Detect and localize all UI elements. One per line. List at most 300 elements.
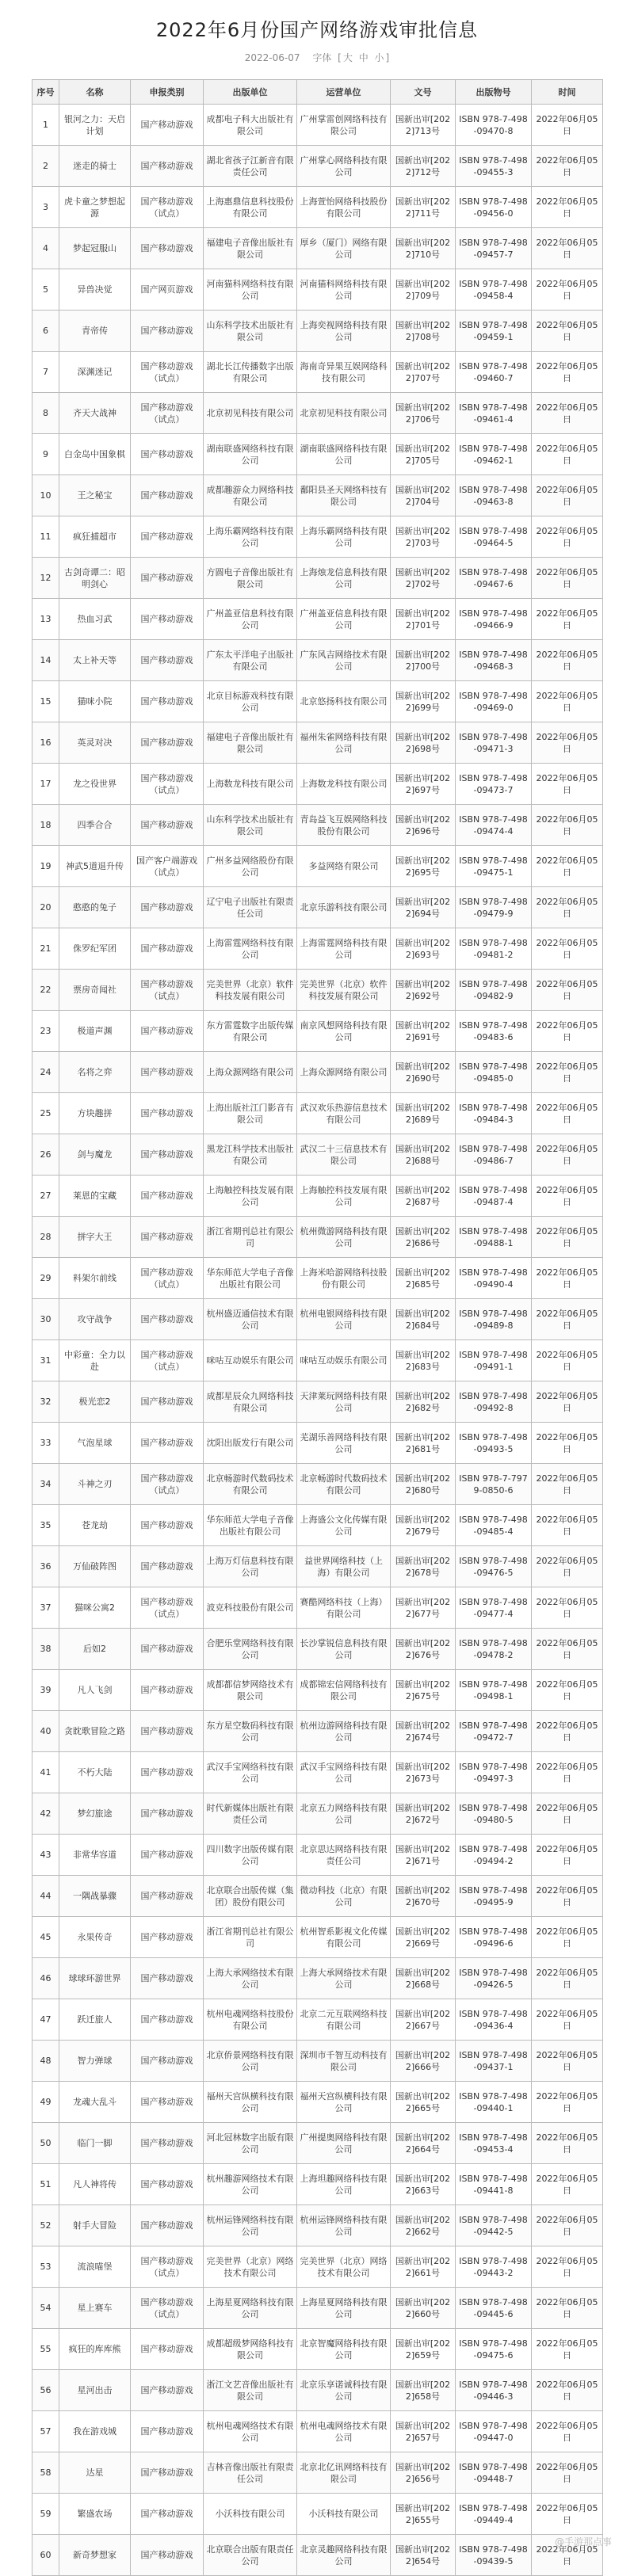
row-index-cell: 38 — [32, 1629, 59, 1670]
publisher-cell: 杭州电魂网络技术有限公司 — [204, 2411, 297, 2452]
isbn-cell: ISBN 978-7-498-09481-2 — [456, 928, 532, 970]
isbn-cell: ISBN 978-7-498-09483-6 — [456, 1011, 532, 1052]
operator-cell: 杭州边游网络科技有限公司 — [297, 1711, 391, 1752]
table-row — [32, 146, 603, 187]
approval-date-cell: 2022年06月05日 — [532, 2411, 603, 2452]
category-cell: 国产移动游戏 — [131, 2123, 204, 2164]
row-index-cell: 35 — [32, 1505, 59, 1546]
game-name-cell: 我在游戏城 — [59, 2411, 131, 2452]
game-name-cell: 贪眈歌冒险之路 — [59, 1711, 131, 1752]
isbn-cell: ISBN 978-7-498-09439-5 — [456, 2535, 532, 2576]
row-index-cell: 15 — [32, 681, 59, 722]
category-cell: 国产移动游戏 — [131, 1011, 204, 1052]
approval-number-cell: 国新出审[2022]711号 — [391, 187, 456, 228]
approval-number-cell: 国新出审[2022]694号 — [391, 887, 456, 928]
approval-number-cell: 国新出审[2022]675号 — [391, 1670, 456, 1711]
approval-date-cell: 2022年06月05日 — [532, 1217, 603, 1258]
approval-date-cell: 2022年06月05日 — [532, 105, 603, 146]
publisher-cell: 杭州盛迈通信技术有限公司 — [204, 1299, 297, 1340]
approval-number-cell: 国新出审[2022]696号 — [391, 805, 456, 846]
game-name-cell: 票房奇闻社 — [59, 970, 131, 1011]
table-row — [32, 1011, 603, 1052]
isbn-cell: ISBN 978-7-498-09462-1 — [456, 434, 532, 475]
publisher-cell: 浙江省期刊总社有限公司 — [204, 1917, 297, 1958]
table-row — [32, 928, 603, 970]
row-index-cell: 51 — [32, 2164, 59, 2205]
game-name-cell: 深渊迷记 — [59, 352, 131, 393]
game-name-cell: 梦幻旅途 — [59, 1793, 131, 1835]
table-row — [32, 1546, 603, 1587]
approval-date-cell: 2022年06月05日 — [532, 352, 603, 393]
category-cell: 国产移动游戏（试点） — [131, 393, 204, 434]
font-size-medium-link[interactable]: 中 — [358, 52, 369, 63]
table-row — [32, 1917, 603, 1958]
row-index-cell: 25 — [32, 1093, 59, 1134]
category-cell: 国产移动游戏 — [131, 105, 204, 146]
category-cell: 国产移动游戏 — [131, 1217, 204, 1258]
approval-date-cell: 2022年06月05日 — [532, 1299, 603, 1340]
game-name-cell: 猫咪小院 — [59, 681, 131, 722]
game-name-cell: 后如2 — [59, 1629, 131, 1670]
table-row — [32, 475, 603, 516]
game-name-cell: 太上补天等 — [59, 640, 131, 681]
approval-date-cell: 2022年06月05日 — [532, 1423, 603, 1464]
row-index-cell: 26 — [32, 1134, 59, 1176]
game-name-cell: 极光恋2 — [59, 1381, 131, 1423]
row-index-cell: 29 — [32, 1258, 59, 1299]
approval-table — [32, 79, 603, 2576]
row-index-cell: 42 — [32, 1793, 59, 1835]
category-cell: 国产网页游戏 — [131, 269, 204, 311]
approval-number-cell: 国新出审[2022]698号 — [391, 722, 456, 764]
isbn-cell: ISBN 978-7-498-09487-4 — [456, 1176, 532, 1217]
game-name-cell: 龙之役世界 — [59, 764, 131, 805]
operator-cell: 杭州微游网络科技有限公司 — [297, 1217, 391, 1258]
publisher-cell: 上海数龙科技有限公司 — [204, 764, 297, 805]
table-row — [32, 352, 603, 393]
publisher-cell: 黑龙江科学技术出版社有限公司 — [204, 1134, 297, 1176]
game-name-cell: 非常华容道 — [59, 1835, 131, 1876]
approval-number-cell: 国新出审[2022]658号 — [391, 2370, 456, 2411]
isbn-cell: ISBN 978-7-498-09471-3 — [456, 722, 532, 764]
isbn-cell: ISBN 978-7-498-09469-0 — [456, 681, 532, 722]
category-cell: 国产移动游戏 — [131, 2205, 204, 2246]
publisher-cell: 浙江文艺音像出版社有限公司 — [204, 2370, 297, 2411]
operator-cell: 北京灵趣网络科技有限公司 — [297, 2535, 391, 2576]
approval-date-cell: 2022年06月05日 — [532, 1381, 603, 1423]
operator-cell: 北京北亿讯网络科技有限公司 — [297, 2452, 391, 2494]
approval-date-cell: 2022年06月05日 — [532, 1958, 603, 1999]
row-index-cell: 56 — [32, 2370, 59, 2411]
publisher-cell: 东方雷霆数字出版传媒有限公司 — [204, 1011, 297, 1052]
operator-cell: 上海众源网络有限公司 — [297, 1052, 391, 1093]
approval-number-cell: 国新出审[2022]678号 — [391, 1546, 456, 1587]
row-index-cell: 6 — [32, 311, 59, 352]
table-row — [32, 2164, 603, 2205]
category-cell: 国产移动游戏 — [131, 2164, 204, 2205]
row-index-cell: 5 — [32, 269, 59, 311]
category-cell: 国产移动游戏 — [131, 1752, 204, 1793]
table-row — [32, 1999, 603, 2041]
table-row — [32, 1299, 603, 1340]
operator-cell: 长沙掌锐信息科技有限公司 — [297, 1629, 391, 1670]
approval-number-cell: 国新出审[2022]664号 — [391, 2123, 456, 2164]
operator-cell: 芜湖乐善网络科技有限公司 — [297, 1423, 391, 1464]
row-index-cell: 33 — [32, 1423, 59, 1464]
category-cell: 国产移动游戏 — [131, 1299, 204, 1340]
publisher-cell: 河北冠林数字出版有限公司 — [204, 2123, 297, 2164]
table-row — [32, 1835, 603, 1876]
table-row — [32, 887, 603, 928]
operator-cell: 深圳市千智互动科技有限公司 — [297, 2041, 391, 2082]
operator-cell: 赛酷网络科技（上海）有限公司 — [297, 1587, 391, 1629]
category-cell: 国产移动游戏（试点） — [131, 764, 204, 805]
game-name-cell: 万仙破阵图 — [59, 1546, 131, 1587]
game-name-cell: 不朽大陆 — [59, 1752, 131, 1793]
game-name-cell: 星上赛车 — [59, 2288, 131, 2329]
row-index-cell: 54 — [32, 2288, 59, 2329]
approval-number-cell: 国新出审[2022]707号 — [391, 352, 456, 393]
isbn-cell: ISBN 978-7-498-09480-5 — [456, 1793, 532, 1835]
table-row — [32, 434, 603, 475]
category-cell: 国产移动游戏 — [131, 1835, 204, 1876]
header-category: 申报类别 — [131, 80, 204, 105]
approval-number-cell: 国新出审[2022]656号 — [391, 2452, 456, 2494]
approval-number-cell: 国新出审[2022]685号 — [391, 1258, 456, 1299]
table-row — [32, 2288, 603, 2329]
approval-date-cell: 2022年06月05日 — [532, 1134, 603, 1176]
game-name-cell: 射手大冒险 — [59, 2205, 131, 2246]
category-cell: 国产移动游戏 — [131, 2041, 204, 2082]
game-name-cell: 英灵对决 — [59, 722, 131, 764]
approval-number-cell: 国新出审[2022]681号 — [391, 1423, 456, 1464]
approval-number-cell: 国新出审[2022]668号 — [391, 1958, 456, 1999]
operator-cell: 福州朱雀网络科技有限公司 — [297, 722, 391, 764]
header-index: 序号 — [32, 80, 59, 105]
operator-cell: 北京思达网络科技有限责任公司 — [297, 1835, 391, 1876]
operator-cell: 完美世界（北京）软件科技发展有限公司 — [297, 970, 391, 1011]
row-index-cell: 45 — [32, 1917, 59, 1958]
isbn-cell: ISBN 978-7-498-09449-4 — [456, 2494, 532, 2535]
publisher-cell: 上海触控科技发展有限公司 — [204, 1176, 297, 1217]
row-index-cell: 31 — [32, 1340, 59, 1381]
game-name-cell: 憨憨的兔子 — [59, 887, 131, 928]
font-size-label: 字体 — [312, 52, 332, 63]
row-index-cell: 47 — [32, 1999, 59, 2041]
publisher-cell: 成都超级梦网络科技有限公司 — [204, 2329, 297, 2370]
table-row — [32, 269, 603, 311]
row-index-cell: 3 — [32, 187, 59, 228]
approval-number-cell: 国新出审[2022]701号 — [391, 599, 456, 640]
row-index-cell: 46 — [32, 1958, 59, 1999]
table-row — [32, 764, 603, 805]
operator-cell: 上海盛公文化传媒有限公司 — [297, 1505, 391, 1546]
approval-number-cell: 国新出审[2022]702号 — [391, 558, 456, 599]
article-meta — [0, 51, 634, 64]
row-index-cell: 50 — [32, 2123, 59, 2164]
publisher-cell: 湖南联盛网络科技有限公司 — [204, 434, 297, 475]
table-row — [32, 2205, 603, 2246]
publisher-cell: 东方星空数码科技有限公司 — [204, 1711, 297, 1752]
row-index-cell: 24 — [32, 1052, 59, 1093]
operator-cell: 益世界网络科技（上海）有限公司 — [297, 1546, 391, 1587]
publisher-cell: 北京畅游时代数码技术有限公司 — [204, 1464, 297, 1505]
publisher-cell: 上海惠鼎信息科技股份有限公司 — [204, 187, 297, 228]
isbn-cell: ISBN 978-7-498-09461-4 — [456, 393, 532, 434]
table-row — [32, 558, 603, 599]
approval-date-cell: 2022年06月05日 — [532, 2041, 603, 2082]
table-row — [32, 681, 603, 722]
isbn-cell: ISBN 978-7-498-09490-4 — [456, 1258, 532, 1299]
isbn-cell: ISBN 978-7-498-09456-0 — [456, 187, 532, 228]
operator-cell: 广东风吉网络技术有限公司 — [297, 640, 391, 681]
row-index-cell: 27 — [32, 1176, 59, 1217]
operator-cell: 北京初见科技有限公司 — [297, 393, 391, 434]
isbn-cell: ISBN 978-7-498-09479-9 — [456, 887, 532, 928]
row-index-cell: 39 — [32, 1670, 59, 1711]
category-cell: 国产移动游戏（试点） — [131, 1340, 204, 1381]
table-row — [32, 599, 603, 640]
approval-date-cell: 2022年06月05日 — [532, 434, 603, 475]
publish-date: 2022-06-07 — [244, 52, 300, 63]
publisher-cell: 广州多益网络股份有限公司 — [204, 846, 297, 887]
isbn-cell: ISBN 978-7-498-09448-7 — [456, 2452, 532, 2494]
approval-number-cell: 国新出审[2022]693号 — [391, 928, 456, 970]
isbn-cell: ISBN 978-7-498-09453-4 — [456, 2123, 532, 2164]
operator-cell: 广州掌雷创网络科技有限公司 — [297, 105, 391, 146]
operator-cell: 杭州运锋网络科技有限公司 — [297, 2205, 391, 2246]
approval-number-cell: 国新出审[2022]705号 — [391, 434, 456, 475]
row-index-cell: 11 — [32, 516, 59, 558]
isbn-cell: ISBN 978-7-498-09498-1 — [456, 1670, 532, 1711]
operator-cell: 上海触控科技发展有限公司 — [297, 1176, 391, 1217]
table-row — [32, 1464, 603, 1505]
publisher-cell: 山东科学技术出版社有限公司 — [204, 805, 297, 846]
category-cell: 国产移动游戏 — [131, 434, 204, 475]
table-row — [32, 516, 603, 558]
row-index-cell: 2 — [32, 146, 59, 187]
category-cell: 国产移动游戏 — [131, 228, 204, 269]
row-index-cell: 34 — [32, 1464, 59, 1505]
game-name-cell: 苍龙劫 — [59, 1505, 131, 1546]
approval-date-cell: 2022年06月05日 — [532, 228, 603, 269]
isbn-cell: ISBN 978-7-7979-0850-6 — [456, 1464, 532, 1505]
row-index-cell: 8 — [32, 393, 59, 434]
game-name-cell: 新奇梦想家 — [59, 2535, 131, 2576]
publisher-cell: 沈阳出版发行有限公司 — [204, 1423, 297, 1464]
approval-date-cell: 2022年06月05日 — [532, 2246, 603, 2288]
approval-number-cell: 国新出审[2022]703号 — [391, 516, 456, 558]
operator-cell: 湖南联盛网络科技有限公司 — [297, 434, 391, 475]
approval-number-cell: 国新出审[2022]709号 — [391, 269, 456, 311]
game-name-cell: 猫咪公寓2 — [59, 1587, 131, 1629]
isbn-cell: ISBN 978-7-498-09460-7 — [456, 352, 532, 393]
approval-number-cell: 国新出审[2022]659号 — [391, 2329, 456, 2370]
category-cell: 国产客户端游戏（试点） — [131, 846, 204, 887]
game-name-cell: 虎卡童之梦想起源 — [59, 187, 131, 228]
approval-number-cell: 国新出审[2022]695号 — [391, 846, 456, 887]
table-row — [32, 1958, 603, 1999]
operator-cell: 武汉欢乐热游信息技术有限公司 — [297, 1093, 391, 1134]
approval-number-cell: 国新出审[2022]662号 — [391, 2205, 456, 2246]
row-index-cell: 19 — [32, 846, 59, 887]
publisher-cell: 吉林音像出版社有限责任公司 — [204, 2452, 297, 2494]
category-cell: 国产移动游戏 — [131, 1793, 204, 1835]
approval-number-cell: 国新出审[2022]684号 — [391, 1299, 456, 1340]
approval-number-cell: 国新出审[2022]657号 — [391, 2411, 456, 2452]
isbn-cell: ISBN 978-7-498-09426-5 — [456, 1958, 532, 1999]
operator-cell: 海南奇异果互娱网络科技有限公司 — [297, 352, 391, 393]
approval-date-cell: 2022年06月05日 — [532, 599, 603, 640]
row-index-cell: 12 — [32, 558, 59, 599]
category-cell: 国产移动游戏 — [131, 2082, 204, 2123]
publisher-cell: 杭州运锋网络科技有限公司 — [204, 2205, 297, 2246]
publisher-cell: 河南猫科网络科技有限公司 — [204, 269, 297, 311]
publisher-cell: 福建电子音像出版社有限公司 — [204, 228, 297, 269]
publisher-cell: 浙江省期刊总社有限公司 — [204, 1217, 297, 1258]
approval-date-cell: 2022年06月05日 — [532, 311, 603, 352]
isbn-cell: ISBN 978-7-498-09491-1 — [456, 1340, 532, 1381]
game-name-cell: 梦起冠服山 — [59, 228, 131, 269]
operator-cell: 上海数龙科技有限公司 — [297, 764, 391, 805]
approval-number-cell: 国新出审[2022]667号 — [391, 1999, 456, 2041]
game-name-cell: 斗神之刃 — [59, 1464, 131, 1505]
table-header-row — [32, 80, 603, 105]
isbn-cell: ISBN 978-7-498-09475-6 — [456, 2329, 532, 2370]
operator-cell: 广州提奥网络科技有限公司 — [297, 2123, 391, 2164]
category-cell: 国产移动游戏 — [131, 1052, 204, 1093]
publisher-cell: 时代新媒体出版社有限责任公司 — [204, 1793, 297, 1835]
approval-date-cell: 2022年06月05日 — [532, 681, 603, 722]
table-row — [32, 805, 603, 846]
row-index-cell: 59 — [32, 2494, 59, 2535]
approval-number-cell: 国新出审[2022]690号 — [391, 1052, 456, 1093]
approval-date-cell: 2022年06月05日 — [532, 2452, 603, 2494]
approval-number-cell: 国新出审[2022]706号 — [391, 393, 456, 434]
operator-cell: 咪咕互动娱乐有限公司 — [297, 1340, 391, 1381]
row-index-cell: 17 — [32, 764, 59, 805]
approval-number-cell: 国新出审[2022]712号 — [391, 146, 456, 187]
publisher-cell: 上海雷霆网络科技有限公司 — [204, 928, 297, 970]
category-cell: 国产移动游戏 — [131, 1505, 204, 1546]
table-row — [32, 2246, 603, 2288]
game-name-cell: 异兽决觉 — [59, 269, 131, 311]
table-row — [32, 2041, 603, 2082]
font-size-small-link[interactable]: 小 — [374, 52, 384, 63]
row-index-cell: 52 — [32, 2205, 59, 2246]
table-row — [32, 846, 603, 887]
approval-number-cell: 国新出审[2022]666号 — [391, 2041, 456, 2082]
table-row — [32, 1176, 603, 1217]
approval-date-cell: 2022年06月05日 — [532, 1464, 603, 1505]
publisher-cell: 湖北省孩子江新音有限责任公司 — [204, 146, 297, 187]
row-index-cell: 58 — [32, 2452, 59, 2494]
approval-date-cell: 2022年06月05日 — [532, 1670, 603, 1711]
row-index-cell: 37 — [32, 1587, 59, 1629]
table-row — [32, 1670, 603, 1711]
category-cell: 国产移动游戏 — [131, 1134, 204, 1176]
operator-cell: 青岛益飞互娱网络科技股份有限公司 — [297, 805, 391, 846]
approval-number-cell: 国新出审[2022]661号 — [391, 2246, 456, 2288]
operator-cell: 北京乐游科技有限公司 — [297, 887, 391, 928]
font-size-large-link[interactable]: 大 — [342, 52, 353, 63]
game-name-cell: 料架尔前线 — [59, 1258, 131, 1299]
row-index-cell: 32 — [32, 1381, 59, 1423]
table-row — [32, 1505, 603, 1546]
category-cell: 国产移动游戏 — [131, 1093, 204, 1134]
isbn-cell: ISBN 978-7-498-09466-9 — [456, 599, 532, 640]
table-row — [32, 970, 603, 1011]
row-index-cell: 18 — [32, 805, 59, 846]
publisher-cell: 广东太平洋电子出版社有限公司 — [204, 640, 297, 681]
game-name-cell: 银河之力：天启计划 — [59, 105, 131, 146]
game-name-cell: 极道声渊 — [59, 1011, 131, 1052]
category-cell: 国产移动游戏 — [131, 887, 204, 928]
operator-cell: 武汉二十三信息技术有限公司 — [297, 1134, 391, 1176]
table-body — [32, 105, 603, 2576]
operator-cell: 上海烛龙信息科技有限公司 — [297, 558, 391, 599]
operator-cell: 武汉手宝网络科技有限公司 — [297, 1752, 391, 1793]
isbn-cell: ISBN 978-7-498-09482-9 — [456, 970, 532, 1011]
approval-date-cell: 2022年06月05日 — [532, 269, 603, 311]
isbn-cell: ISBN 978-7-498-09458-4 — [456, 269, 532, 311]
game-name-cell: 流浪喵堡 — [59, 2246, 131, 2288]
approval-number-cell: 国新出审[2022]700号 — [391, 640, 456, 681]
category-cell: 国产移动游戏 — [131, 311, 204, 352]
operator-cell: 河南猫科网络科技有限公司 — [297, 269, 391, 311]
row-index-cell: 20 — [32, 887, 59, 928]
isbn-cell: ISBN 978-7-498-09470-8 — [456, 105, 532, 146]
category-cell: 国产移动游戏 — [131, 722, 204, 764]
approval-date-cell: 2022年06月05日 — [532, 1835, 603, 1876]
game-name-cell: 莱恩的宝藏 — [59, 1176, 131, 1217]
approval-date-cell: 2022年06月05日 — [532, 2123, 603, 2164]
approval-date-cell: 2022年06月05日 — [532, 1629, 603, 1670]
isbn-cell: ISBN 978-7-498-09494-2 — [456, 1835, 532, 1876]
isbn-cell: ISBN 978-7-498-09459-1 — [456, 311, 532, 352]
approval-date-cell: 2022年06月05日 — [532, 516, 603, 558]
approval-date-cell: 2022年06月05日 — [532, 2329, 603, 2370]
approval-date-cell: 2022年06月05日 — [532, 1258, 603, 1299]
publisher-cell: 完美世界（北京）网络技术有限公司 — [204, 2246, 297, 2288]
approval-date-cell: 2022年06月05日 — [532, 1917, 603, 1958]
approval-date-cell: 2022年06月05日 — [532, 1505, 603, 1546]
approval-number-cell: 国新出审[2022]671号 — [391, 1835, 456, 1876]
isbn-cell: ISBN 978-7-498-09495-9 — [456, 1876, 532, 1917]
approval-number-cell: 国新出审[2022]660号 — [391, 2288, 456, 2329]
isbn-cell: ISBN 978-7-498-09441-8 — [456, 2164, 532, 2205]
table-row — [32, 187, 603, 228]
category-cell: 国产移动游戏 — [131, 599, 204, 640]
category-cell: 国产移动游戏 — [131, 558, 204, 599]
approval-date-cell: 2022年06月05日 — [532, 187, 603, 228]
approval-date-cell: 2022年06月05日 — [532, 558, 603, 599]
category-cell: 国产移动游戏 — [131, 805, 204, 846]
game-name-cell: 王之秘宝 — [59, 475, 131, 516]
approval-date-cell: 2022年06月05日 — [532, 887, 603, 928]
publisher-cell: 上海乐霸网络科技有限公司 — [204, 516, 297, 558]
publisher-cell: 广州盖亚信息科技有限公司 — [204, 599, 297, 640]
approval-number-cell: 国新出审[2022]704号 — [391, 475, 456, 516]
row-index-cell: 36 — [32, 1546, 59, 1587]
game-name-cell: 繁盛农场 — [59, 2494, 131, 2535]
approval-number-cell: 国新出审[2022]682号 — [391, 1381, 456, 1423]
isbn-cell: ISBN 978-7-498-09467-6 — [456, 558, 532, 599]
game-name-cell: 凡人飞剑 — [59, 1670, 131, 1711]
category-cell: 国产移动游戏 — [131, 1917, 204, 1958]
category-cell: 国产移动游戏 — [131, 1423, 204, 1464]
approval-date-cell: 2022年06月05日 — [532, 2370, 603, 2411]
